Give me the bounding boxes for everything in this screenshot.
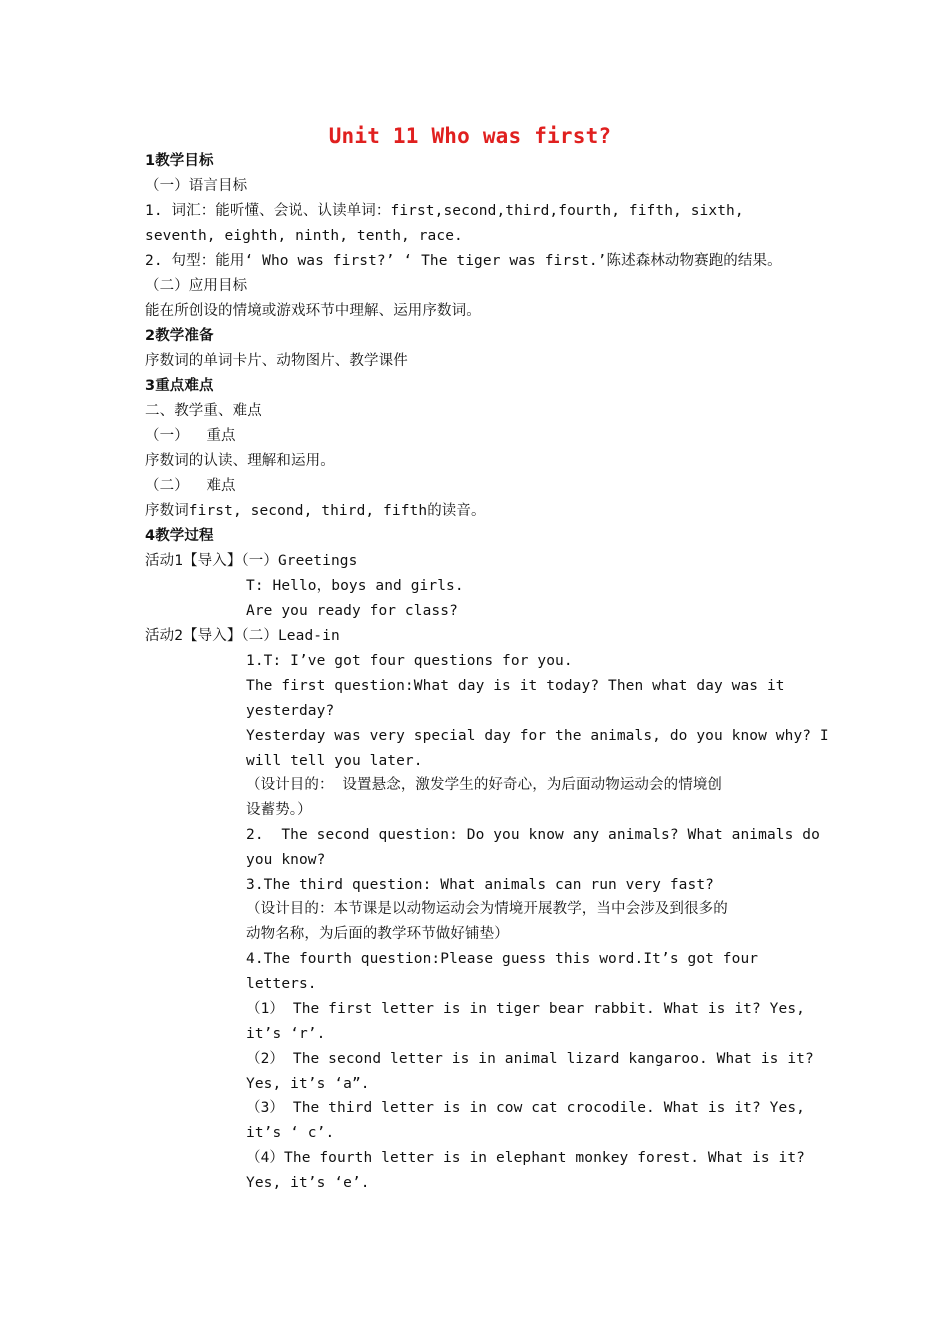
subheading-language-goals: （一）语言目标 xyxy=(145,178,248,194)
activity-2-line: 1.T: I’ve got four questions for you. xyxy=(246,653,573,669)
section-heading-key-points: 3重点难点 xyxy=(145,378,214,394)
difficulty-text: 序数词first, second, third, fifth的读音。 xyxy=(145,503,486,519)
application-line: 能在所创设的情境或游戏环节中理解、运用序数词。 xyxy=(145,303,481,319)
activity-2-line: you know? xyxy=(246,852,326,868)
activity-2-line: （3） The third letter is in cow cat crocodile. What is it? Yes, xyxy=(246,1100,805,1116)
subheading-application-goals: （二）应用目标 xyxy=(145,278,248,294)
sentence-pattern-line: 2. 句型：能用‘ Who was first?’ ‘ The tiger was first.’陈述森林动物赛跑的结果。 xyxy=(145,253,782,269)
preparation-line: 序数词的单词卡片、动物图片、教学课件 xyxy=(145,353,408,369)
activity-2-line: it’s ‘ c’. xyxy=(246,1125,335,1141)
activity-2-line: Yes, it’s ‘a”. xyxy=(246,1076,370,1092)
vocab-line-cont: seventh, eighth, ninth, tenth, race. xyxy=(145,228,463,244)
activity-2-line: （设计目的：本节课是以动物运动会为情境开展教学，当中会涉及到很多的 xyxy=(246,901,728,917)
activity-2-line: letters. xyxy=(246,976,317,992)
activity-2-line: （4）The fourth letter is in elephant monkey forest. What is it? xyxy=(246,1150,805,1166)
key-point-label: （一） 重点 xyxy=(145,428,236,444)
activity-2-line: 3.The third question: What animals can run very fast? xyxy=(246,877,714,893)
activity-2-line: 动物名称，为后面的教学环节做好铺垫） xyxy=(246,926,509,942)
activity-2-line: 设蓄势。） xyxy=(246,802,312,818)
key-point-text: 序数词的认读、理解和运用。 xyxy=(145,453,335,469)
section-heading-objectives: 1教学目标 xyxy=(145,153,214,169)
section-heading-process: 4教学过程 xyxy=(145,528,214,544)
activity-2-line: it’s ‘r’. xyxy=(246,1026,326,1042)
activity-2-line: yesterday? xyxy=(246,703,335,719)
activity-2-line: will tell you later. xyxy=(246,753,423,769)
activity-1-heading: 活动1【导入】（一）Greetings xyxy=(145,553,358,569)
activity-1-line: T: Hello，boys and girls. xyxy=(246,578,464,594)
activity-2-line: （2） The second letter is in animal lizard kangaroo. What is it? xyxy=(246,1051,814,1067)
activity-2-heading: 活动2【导入】（二）Lead-in xyxy=(145,628,340,644)
vocab-line: 1. 词汇：能听懂、会说、认读单词：first,second,third,fourth, fifth, sixth, xyxy=(145,203,744,219)
activity-2-line: （1） The first letter is in tiger bear rabbit. What is it? Yes, xyxy=(246,1001,805,1017)
activity-2-line: 2. The second question: Do you know any animals? What animals do xyxy=(246,827,820,843)
activity-2-line: Yes, it’s ‘e’. xyxy=(246,1175,370,1191)
section-heading-preparation: 2教学准备 xyxy=(145,328,214,344)
activity-2-line: （设计目的： 设置悬念，激发学生的好奇心，为后面动物运动会的情境创 xyxy=(246,777,723,793)
activity-2-line: 4.The fourth question:Please guess this word.It’s got four xyxy=(246,951,759,967)
difficulty-label: （二） 难点 xyxy=(145,478,236,494)
activity-2-line: Yesterday was very special day for the animals, do you know why? I xyxy=(246,728,829,744)
key-points-line: 二、教学重、难点 xyxy=(145,403,262,419)
activity-1-line: Are you ready for class? xyxy=(246,603,458,619)
page-title: Unit 11 Who was first? xyxy=(328,124,612,148)
activity-2-line: The first question:What day is it today? Then what day was it xyxy=(246,678,785,694)
